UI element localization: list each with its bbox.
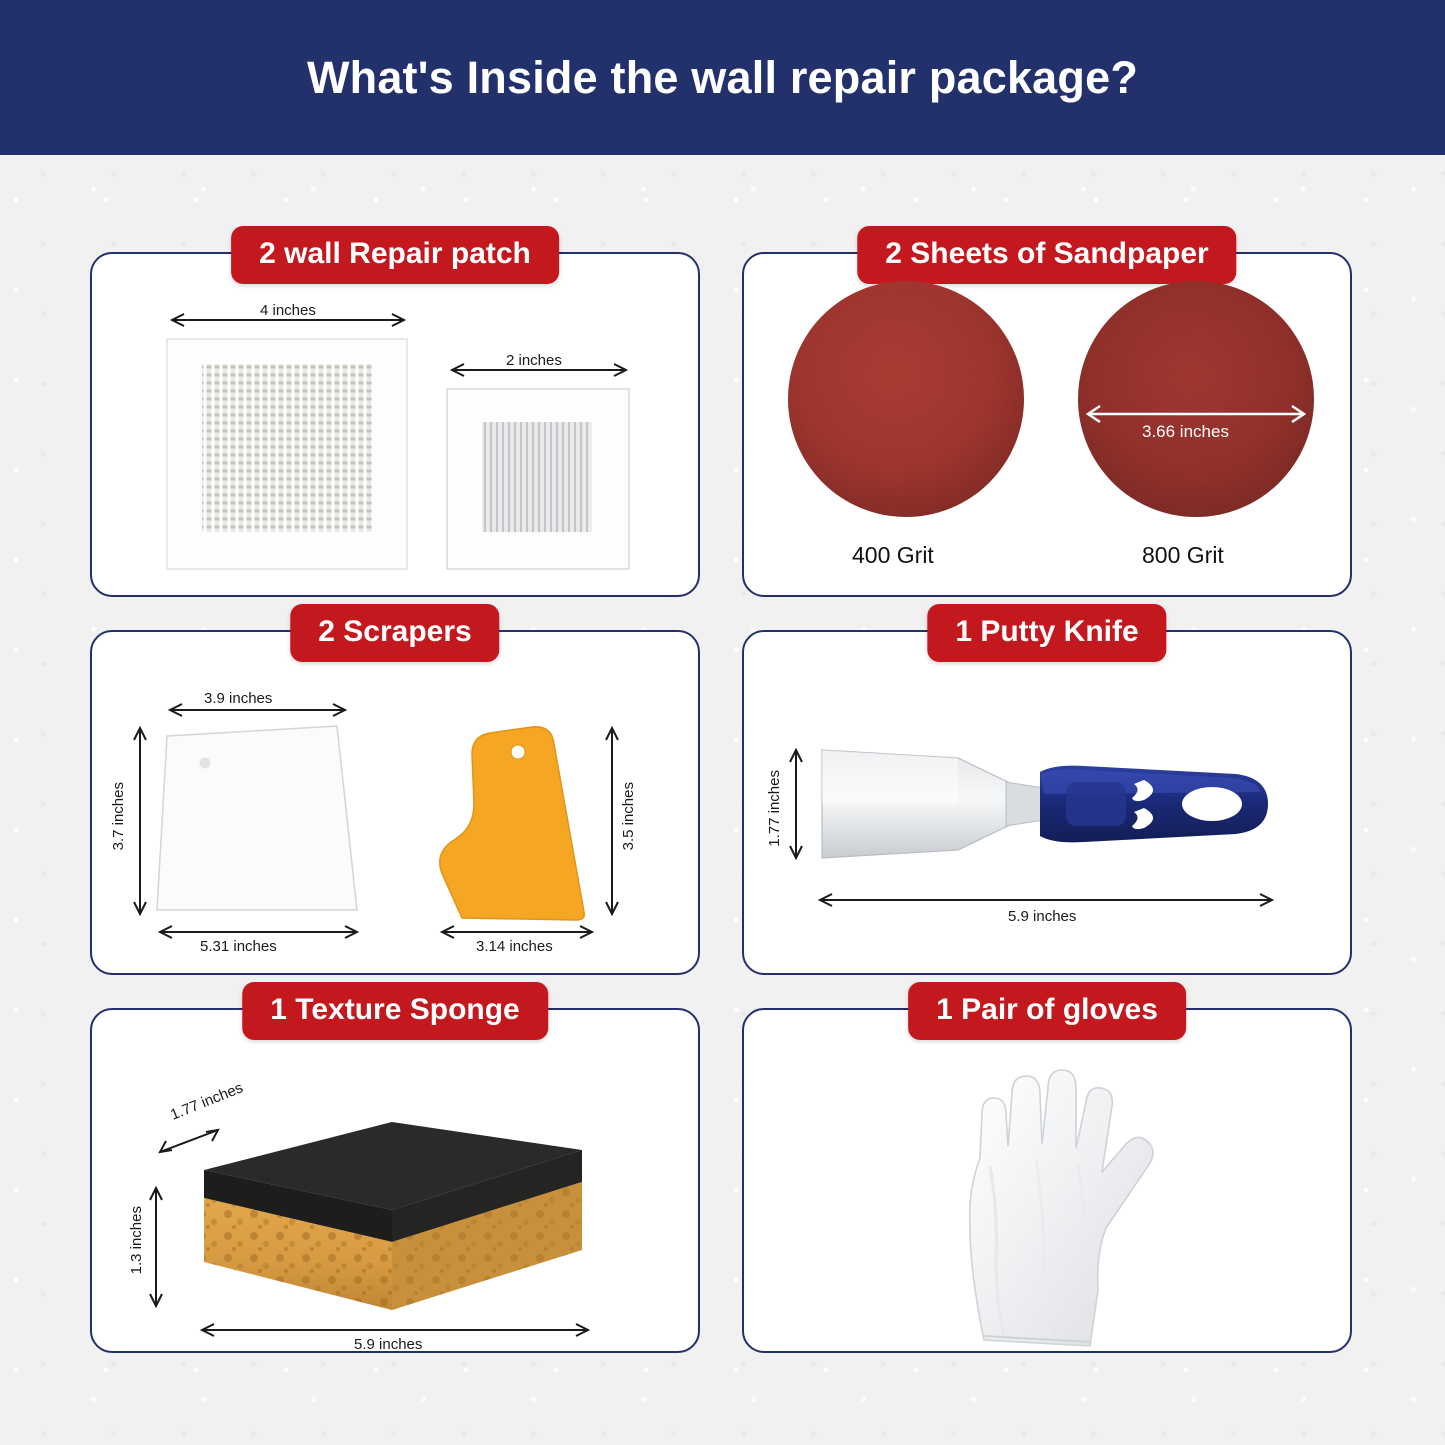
- dim-sandpaper-diameter: 3.66 inches: [1142, 422, 1229, 441]
- card-putty-knife: [742, 615, 1352, 975]
- dim-blade-height: 1.77 inches: [766, 770, 783, 847]
- card-texture-sponge: [90, 993, 700, 1353]
- label-grit-400: 400 Grit: [852, 542, 934, 568]
- card-body-sandpaper: [744, 254, 1350, 595]
- card-title-putty-knife: 1 Putty Knife: [927, 604, 1166, 662]
- card-body-wall-repair-patch: [92, 254, 698, 595]
- dim-knife-length: 5.9 inches: [1008, 908, 1077, 925]
- dim-sponge-height: 1.3 inches: [128, 1206, 145, 1275]
- dim-white-scraper-side: 3.7 inches: [110, 782, 127, 851]
- card-body-gloves: [744, 1010, 1350, 1351]
- dim-sponge-width: 5.9 inches: [354, 1336, 423, 1351]
- product-card-grid: [90, 237, 1352, 1353]
- illustration-texture-sponge: [92, 1010, 698, 1351]
- card-title-sandpaper: 2 Sheets of Sandpaper: [857, 226, 1236, 284]
- dim-white-scraper-top: 3.9 inches: [204, 690, 273, 707]
- illustration-wall-repair-patch: [92, 254, 698, 595]
- page-title: What's Inside the wall repair package?: [306, 51, 1139, 103]
- card-title-scrapers: 2 Scrapers: [290, 604, 499, 662]
- card-title-gloves: 1 Pair of gloves: [908, 982, 1186, 1040]
- dim-patch-large-width: 4 inches: [260, 302, 316, 319]
- illustration-sandpaper: [744, 254, 1350, 595]
- dim-orange-scraper-side: 3.5 inches: [620, 782, 637, 851]
- card-sandpaper: [742, 237, 1352, 597]
- card-title-wall-repair-patch: 2 wall Repair patch: [231, 226, 559, 284]
- header-bar: [0, 0, 1445, 155]
- illustration-scrapers: [92, 632, 698, 973]
- illustration-gloves: [744, 1010, 1350, 1351]
- dim-sponge-depth: 1.77 inches: [168, 1079, 246, 1124]
- dim-patch-small-width: 2 inches: [506, 352, 562, 369]
- card-body-scrapers: [92, 632, 698, 973]
- card-wall-repair-patch: [90, 237, 700, 597]
- card-body-texture-sponge: [92, 1010, 698, 1351]
- card-body-putty-knife: [744, 632, 1350, 973]
- card-title-texture-sponge: 1 Texture Sponge: [242, 982, 548, 1040]
- card-gloves: [742, 993, 1352, 1353]
- card-scrapers: [90, 615, 700, 975]
- dim-orange-scraper-bottom: 3.14 inches: [476, 938, 553, 955]
- label-grit-800: 800 Grit: [1142, 542, 1224, 568]
- dim-white-scraper-bottom: 5.31 inches: [200, 938, 277, 955]
